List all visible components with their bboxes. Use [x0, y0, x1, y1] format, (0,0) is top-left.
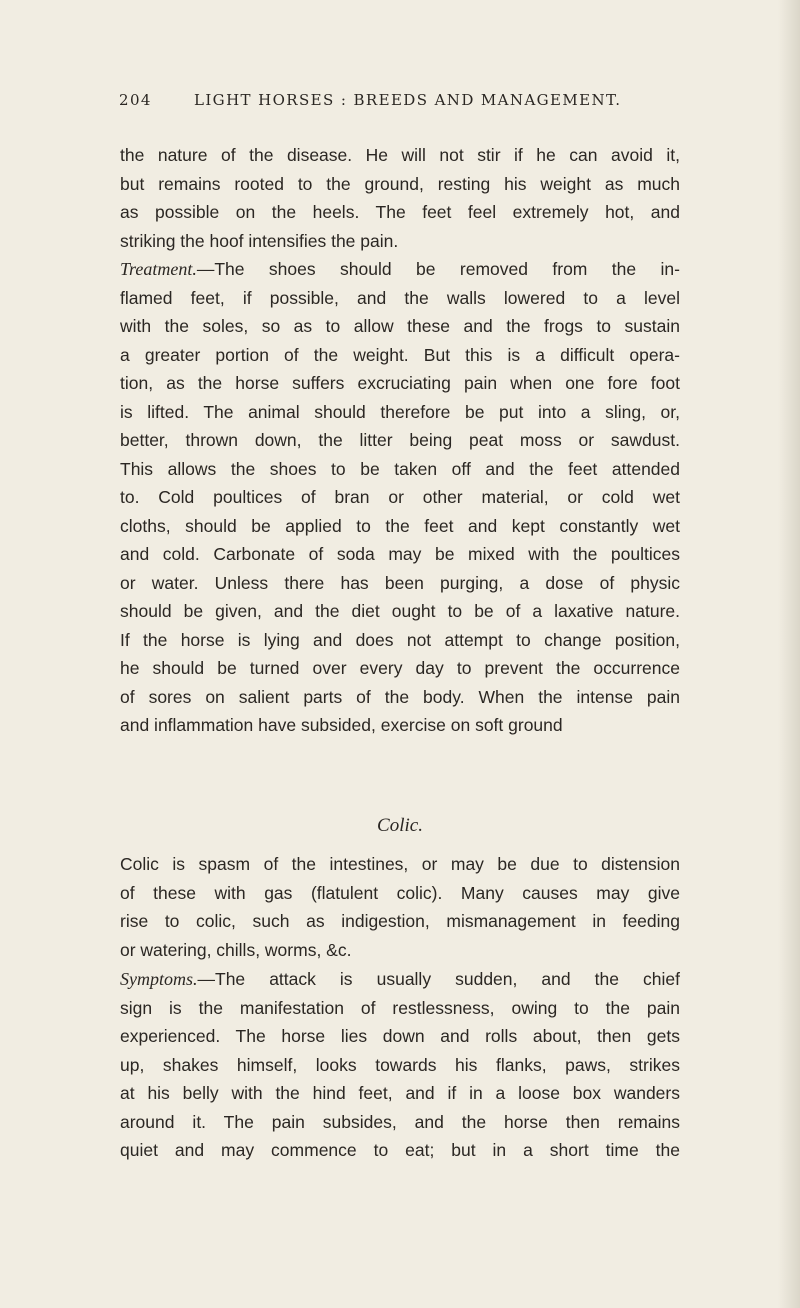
text-line: around it. The pain subsides, and the horse then remains [120, 1111, 680, 1132]
text-line: but remains rooted to the ground, resting his weight as much [120, 173, 680, 194]
text-line-first-rest: —The shoes should be removed from the in- [196, 259, 680, 279]
text-line: at his belly with the hind feet, and if in a loose box wanders [120, 1083, 680, 1103]
text-line: to. Cold poultices of bran or other material, or cold wet [120, 487, 680, 507]
text-line-first [120, 965, 680, 994]
running-head: LIGHT HORSES : BREEDS AND MANAGEMENT. [194, 91, 622, 109]
text-line: rise to colic, such as indigestion, mismanagement in feeding [120, 911, 680, 931]
text-line: or water. Unless there has been purging, a dose of physic [120, 572, 680, 593]
text-line: the nature of the disease. He will not stir if he can avoid it, [120, 145, 680, 165]
text-line: with the soles, so as to allow these and the frogs to sustain [120, 316, 680, 336]
text-line: flamed feet, if possible, and the walls lowered to a level [120, 287, 680, 308]
text-line: tion, as the horse suffers excruciating pain when one fore foot [120, 373, 680, 393]
text-line: of sores on salient parts of the body. When the intense pain [120, 686, 680, 707]
text-line: better, thrown down, the litter being peat moss or sawdust. [120, 430, 680, 450]
paragraph-symptoms [120, 965, 680, 1165]
text-line: If the horse is lying and does not attempt to change position, [120, 629, 680, 650]
text-line: and inflammation have subsided, exercise on soft ground [120, 715, 563, 735]
text-line: up, shakes himself, looks towards his flanks, paws, strikes [120, 1054, 680, 1075]
text-line: This allows the shoes to be taken off and the feet attended [120, 458, 680, 479]
paragraph-treatment [120, 255, 680, 740]
text-line: or watering, chills, worms, &c. [120, 939, 352, 960]
text-line: and cold. Carbonate of soda may be mixed with the poultices [120, 544, 680, 564]
text-line: cloths, should be applied to the feet and kept constantly wet [120, 515, 680, 536]
text-line: is lifted. The animal should therefore be put into a sling, or, [120, 401, 680, 422]
page-number: 204 [119, 91, 152, 109]
text-line-first [120, 255, 680, 284]
treatment-heading: Treatment. [120, 259, 197, 279]
page-header [119, 91, 679, 115]
text-line: a greater portion of the weight. But this is a difficult opera- [120, 344, 680, 365]
section-title-colic: Colic. [377, 815, 423, 836]
text-line: should be given, and the diet ought to be of a laxative nature. [120, 601, 680, 621]
text-line: as possible on the heels. The feet feel extremely hot, and [120, 202, 680, 222]
paragraph-colic-intro [120, 850, 680, 964]
text-line: Colic is spasm of the intestines, or may be due to distension [120, 854, 680, 874]
text-line: striking the hoof intensifies the pain. [120, 230, 399, 251]
symptoms-heading: Symptoms. [120, 969, 198, 989]
paragraph-disease-nature [120, 141, 680, 255]
text-line: he should be turned over every day to prevent the occurrence [120, 658, 680, 678]
text-line: experienced. The horse lies down and rolls about, then gets [120, 1026, 680, 1046]
page-edge-shadow [778, 0, 800, 1308]
text-line: sign is the manifestation of restlessness, owing to the pain [120, 997, 680, 1018]
text-line: of these with gas (flatulent colic). Many causes may give [120, 882, 680, 903]
text-line-first-rest: —The attack is usually sudden, and the chief [197, 969, 680, 989]
text-line: quiet and may commence to eat; but in a short time the [120, 1140, 680, 1160]
